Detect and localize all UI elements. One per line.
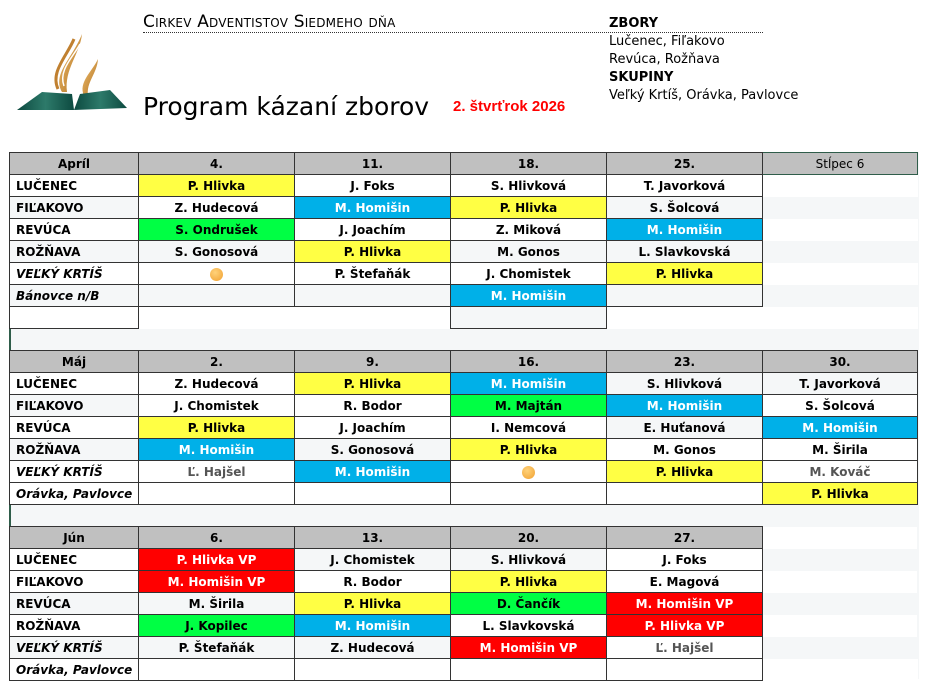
preacher-cell[interactable] bbox=[139, 285, 295, 307]
preacher-cell[interactable]: Z. Hudecová bbox=[295, 637, 451, 659]
preacher-cell[interactable]: J. Chomistek bbox=[139, 395, 295, 417]
table-row bbox=[10, 219, 918, 241]
date-cell[interactable]: 11. bbox=[295, 153, 451, 175]
organization-name: Cirkev Adventistov Siedmeho dňa bbox=[143, 12, 396, 32]
empty-cell[interactable] bbox=[607, 307, 763, 329]
preacher-cell[interactable]: E. Magová bbox=[607, 571, 763, 593]
date-cell[interactable]: 4. bbox=[139, 153, 295, 175]
preacher-cell[interactable]: Z. Hudecová bbox=[139, 197, 295, 219]
preacher-cell[interactable]: Ľ. Hajšel bbox=[607, 637, 763, 659]
date-cell[interactable]: 27. bbox=[607, 527, 763, 549]
preacher-cell[interactable]: P. Štefaňák bbox=[139, 637, 295, 659]
preacher-cell[interactable]: M. Gonos bbox=[607, 439, 763, 461]
date-cell[interactable]: 18. bbox=[451, 153, 607, 175]
table-row bbox=[10, 483, 918, 505]
month-cell: Máj bbox=[10, 351, 139, 373]
preacher-cell[interactable] bbox=[295, 285, 451, 307]
preacher-cell[interactable]: J. Chomistek bbox=[295, 549, 451, 571]
preacher-cell[interactable]: P. Hlivka bbox=[451, 571, 607, 593]
table-row bbox=[10, 241, 918, 263]
row-label: VEĽKÝ KRTÍŠ bbox=[10, 637, 139, 659]
preacher-cell[interactable]: E. Huťanová bbox=[607, 417, 763, 439]
may-table bbox=[9, 350, 918, 505]
preacher-cell[interactable] bbox=[451, 659, 607, 681]
preacher-cell[interactable]: P. Hlivka bbox=[763, 483, 918, 505]
preacher-cell[interactable]: Z. Hudecová bbox=[139, 373, 295, 395]
preacher-cell[interactable]: P. Hlivka bbox=[139, 175, 295, 197]
row-label: REVÚCA bbox=[10, 219, 139, 241]
preacher-cell[interactable] bbox=[139, 263, 295, 285]
preacher-cell[interactable] bbox=[451, 461, 607, 483]
extra-column-header[interactable]: Stĺpec 6 bbox=[763, 153, 918, 175]
preacher-cell[interactable]: Ľ. Hajšel bbox=[139, 461, 295, 483]
empty-cell[interactable] bbox=[139, 307, 295, 329]
empty-cell[interactable] bbox=[763, 219, 918, 241]
preacher-cell[interactable] bbox=[607, 483, 763, 505]
preacher-cell[interactable]: M. Homišin bbox=[295, 615, 451, 637]
preacher-cell[interactable] bbox=[139, 483, 295, 505]
preacher-cell[interactable]: T. Javorková bbox=[763, 373, 918, 395]
row-label: LUČENEC bbox=[10, 175, 139, 197]
table-row bbox=[10, 307, 918, 329]
preacher-cell[interactable]: R. Bodor bbox=[295, 571, 451, 593]
preacher-cell[interactable] bbox=[607, 285, 763, 307]
empty-cell[interactable] bbox=[763, 285, 918, 307]
preacher-cell[interactable]: P. Štefaňák bbox=[295, 263, 451, 285]
table-row bbox=[10, 263, 918, 285]
empty-cell[interactable] bbox=[763, 571, 918, 593]
preacher-cell[interactable]: M. Homišin bbox=[295, 197, 451, 219]
table-row bbox=[10, 373, 918, 395]
preacher-cell[interactable]: L. Slavkovská bbox=[451, 615, 607, 637]
row-label: FIĽAKOVO bbox=[10, 571, 139, 593]
preacher-cell[interactable]: P. Hlivka bbox=[607, 263, 763, 285]
table-row bbox=[10, 549, 918, 571]
preacher-cell[interactable]: M. Homišin VP bbox=[607, 593, 763, 615]
empty-cell[interactable] bbox=[763, 637, 918, 659]
preacher-cell[interactable]: M. Homišin bbox=[763, 417, 918, 439]
row-label: Bánovce n/B bbox=[10, 285, 139, 307]
empty-cell[interactable] bbox=[763, 263, 918, 285]
table-row bbox=[10, 285, 918, 307]
table-row bbox=[10, 197, 918, 219]
preacher-cell[interactable]: J. Kopilec bbox=[139, 615, 295, 637]
row-label: Orávka, Pavlovce bbox=[10, 659, 139, 681]
preacher-cell[interactable]: Z. Miková bbox=[451, 219, 607, 241]
preacher-cell[interactable]: S. Šolcová bbox=[763, 395, 918, 417]
preacher-cell[interactable]: J. Joachím bbox=[295, 417, 451, 439]
row-label: ROŽŇAVA bbox=[10, 615, 139, 637]
preacher-cell[interactable]: J. Joachím bbox=[295, 219, 451, 241]
table-row bbox=[10, 461, 918, 483]
april-header-row bbox=[10, 153, 918, 175]
april-block bbox=[9, 152, 918, 329]
zbory-line-1: Lučenec, Fiľakovo bbox=[609, 34, 725, 49]
preacher-cell[interactable]: M. Kováč bbox=[763, 461, 918, 483]
date-cell[interactable]: 30. bbox=[763, 351, 918, 373]
june-header-row bbox=[10, 527, 918, 549]
preacher-cell[interactable]: J. Foks bbox=[295, 175, 451, 197]
empty-cell[interactable] bbox=[451, 307, 607, 329]
preacher-cell[interactable]: P. Hlivka bbox=[295, 373, 451, 395]
preacher-cell[interactable]: M. Širila bbox=[763, 439, 918, 461]
empty-cell[interactable] bbox=[295, 307, 451, 329]
row-label: LUČENEC bbox=[10, 373, 139, 395]
preacher-cell[interactable]: S. Hlivková bbox=[451, 175, 607, 197]
preacher-cell[interactable] bbox=[451, 483, 607, 505]
sad-face-emoji-icon bbox=[210, 268, 223, 281]
zbory-line-2: Revúca, Rožňava bbox=[609, 52, 720, 67]
date-cell[interactable]: 2. bbox=[139, 351, 295, 373]
june-block bbox=[9, 526, 918, 681]
date-cell[interactable]: 25. bbox=[607, 153, 763, 175]
preacher-cell[interactable]: P. Hlivka bbox=[451, 439, 607, 461]
preacher-cell[interactable]: P. Hlivka VP bbox=[139, 549, 295, 571]
preacher-cell[interactable]: R. Bodor bbox=[295, 395, 451, 417]
preacher-cell[interactable]: S. Šolcová bbox=[607, 197, 763, 219]
table-row bbox=[10, 395, 918, 417]
preacher-cell[interactable]: M. Homišin bbox=[607, 395, 763, 417]
table-row bbox=[10, 175, 918, 197]
congregations-info bbox=[609, 15, 798, 105]
row-label: Orávka, Pavlovce bbox=[10, 483, 139, 505]
table-row bbox=[10, 593, 918, 615]
row-label: FIĽAKOVO bbox=[10, 197, 139, 219]
empty-cell[interactable] bbox=[763, 175, 918, 197]
table-row bbox=[10, 615, 918, 637]
preacher-cell[interactable]: S. Gonosová bbox=[295, 439, 451, 461]
empty-cell[interactable] bbox=[763, 659, 918, 681]
zbory-heading: ZBORY bbox=[609, 16, 659, 31]
page-title: Program kázaní zborov bbox=[143, 92, 430, 121]
preacher-cell[interactable]: P. Hlivka bbox=[295, 593, 451, 615]
preacher-cell[interactable]: T. Javorková bbox=[607, 175, 763, 197]
preacher-cell[interactable] bbox=[295, 659, 451, 681]
preacher-cell[interactable]: M. Homišin bbox=[295, 461, 451, 483]
row-label: FIĽAKOVO bbox=[10, 395, 139, 417]
date-cell[interactable]: 9. bbox=[295, 351, 451, 373]
month-cell: Apríl bbox=[10, 153, 139, 175]
preacher-cell[interactable]: M. Homišin VP bbox=[139, 571, 295, 593]
empty-cell[interactable] bbox=[763, 593, 918, 615]
preacher-cell[interactable]: M. Homišin bbox=[139, 439, 295, 461]
month-cell: Jún bbox=[10, 527, 139, 549]
church-logo bbox=[12, 14, 132, 114]
date-cell[interactable]: 16. bbox=[451, 351, 607, 373]
row-label: VEĽKÝ KRTÍŠ bbox=[10, 263, 139, 285]
table-row bbox=[10, 659, 918, 681]
may-block bbox=[9, 350, 918, 505]
skupiny-line: Veľký Krtíš, Orávka, Pavlovce bbox=[609, 88, 799, 103]
preacher-cell[interactable]: J. Foks bbox=[607, 549, 763, 571]
empty-cell[interactable] bbox=[763, 527, 918, 549]
preacher-cell[interactable]: S. Gonosová bbox=[139, 241, 295, 263]
preacher-cell[interactable]: S. Hlivková bbox=[607, 373, 763, 395]
preacher-cell[interactable]: P. Hlivka bbox=[607, 461, 763, 483]
preacher-cell[interactable]: J. Chomistek bbox=[451, 263, 607, 285]
preacher-cell[interactable]: S. Ondrušek bbox=[139, 219, 295, 241]
empty-cell[interactable] bbox=[10, 307, 139, 329]
preacher-cell[interactable]: P. Hlivka bbox=[139, 417, 295, 439]
empty-cell[interactable] bbox=[763, 307, 918, 329]
empty-cell[interactable] bbox=[763, 615, 918, 637]
preacher-cell[interactable]: P. Hlivka bbox=[295, 241, 451, 263]
preacher-cell[interactable]: M. Homišin bbox=[607, 219, 763, 241]
preacher-cell[interactable]: L. Slavkovská bbox=[607, 241, 763, 263]
row-label: REVÚCA bbox=[10, 417, 139, 439]
row-label: REVÚCA bbox=[10, 593, 139, 615]
empty-cell[interactable] bbox=[763, 241, 918, 263]
preacher-cell[interactable]: S. Hlivková bbox=[451, 549, 607, 571]
date-cell[interactable]: 6. bbox=[139, 527, 295, 549]
may-header-row bbox=[10, 351, 918, 373]
date-cell[interactable]: 13. bbox=[295, 527, 451, 549]
row-label: ROŽŇAVA bbox=[10, 241, 139, 263]
preacher-cell[interactable]: M. Homišin VP bbox=[451, 637, 607, 659]
preacher-cell[interactable]: M. Širila bbox=[139, 593, 295, 615]
date-cell[interactable]: 23. bbox=[607, 351, 763, 373]
table-row bbox=[10, 637, 918, 659]
preacher-cell[interactable]: M. Gonos bbox=[451, 241, 607, 263]
table-row bbox=[10, 417, 918, 439]
preacher-cell[interactable] bbox=[607, 659, 763, 681]
preacher-cell[interactable]: I. Nemcová bbox=[451, 417, 607, 439]
table-row bbox=[10, 571, 918, 593]
empty-cell[interactable] bbox=[763, 197, 918, 219]
empty-cell[interactable] bbox=[763, 549, 918, 571]
preacher-cell[interactable]: M. Majtán bbox=[451, 395, 607, 417]
preacher-cell[interactable]: P. Hlivka bbox=[451, 197, 607, 219]
preacher-cell[interactable]: M. Homišin bbox=[451, 373, 607, 395]
date-cell[interactable]: 20. bbox=[451, 527, 607, 549]
row-label: VEĽKÝ KRTÍŠ bbox=[10, 461, 139, 483]
skupiny-heading: SKUPINY bbox=[609, 70, 674, 85]
preacher-cell[interactable]: D. Čančík bbox=[451, 593, 607, 615]
preacher-cell[interactable]: P. Hlivka VP bbox=[607, 615, 763, 637]
quarter-label: 2. štvrťrok 2026 bbox=[453, 98, 566, 115]
table-row bbox=[10, 439, 918, 461]
preacher-cell[interactable] bbox=[295, 483, 451, 505]
row-label: LUČENEC bbox=[10, 549, 139, 571]
preacher-cell[interactable]: M. Homišin bbox=[451, 285, 607, 307]
sad-face-emoji-icon bbox=[522, 466, 535, 479]
row-label: ROŽŇAVA bbox=[10, 439, 139, 461]
june-table bbox=[9, 526, 918, 681]
april-table bbox=[9, 152, 918, 329]
preacher-cell[interactable] bbox=[139, 659, 295, 681]
